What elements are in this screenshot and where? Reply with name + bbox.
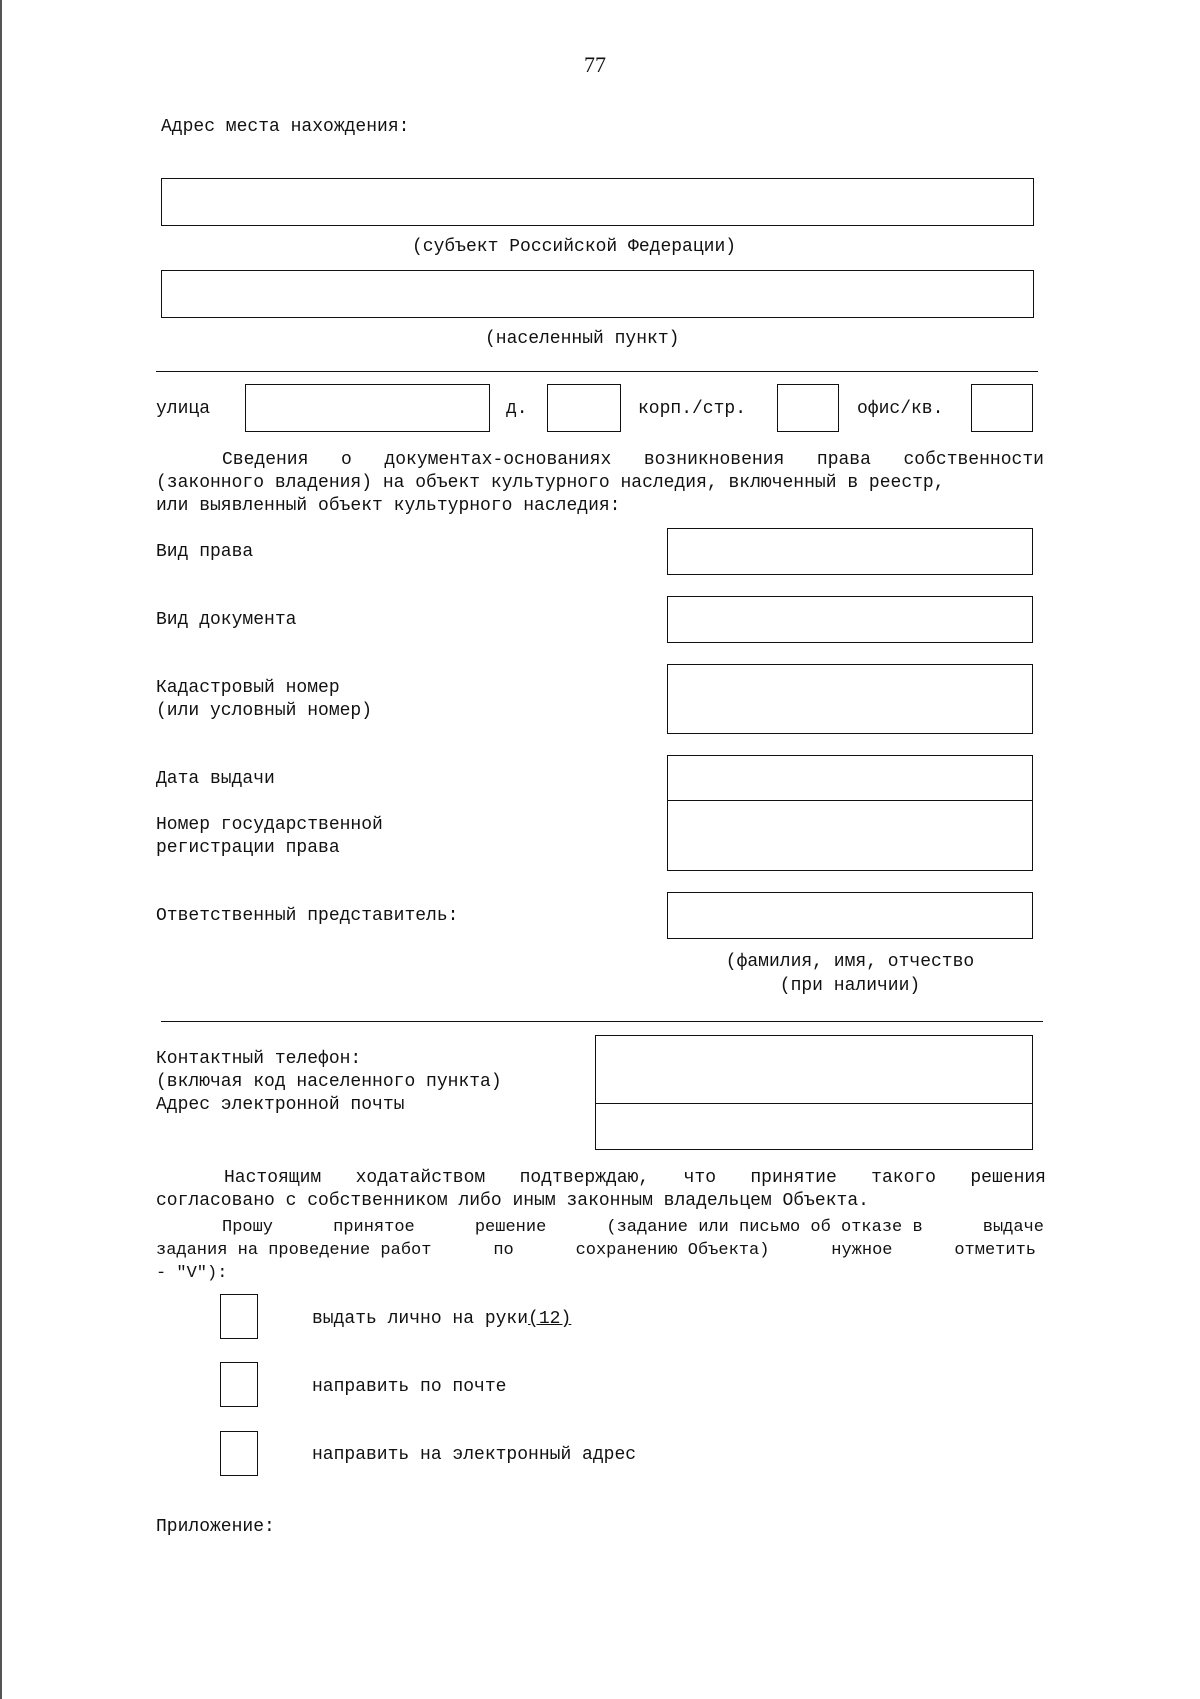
locality-caption: (населенный пункт): [485, 329, 680, 349]
documents-intro-line2: (законного владения) на объект культурного наследия, включенный в реестр,: [156, 473, 945, 493]
phone-hint: (включая код населенного пункта): [156, 1072, 502, 1092]
representative-field[interactable]: [667, 892, 1033, 939]
representative-divider: [161, 1021, 1043, 1022]
option-label-text: выдать лично на руки: [312, 1309, 529, 1329]
office-field[interactable]: [971, 384, 1033, 432]
scan-edge: [0, 0, 2, 1699]
request-word: нужное: [831, 1241, 893, 1260]
option-by-email-checkbox[interactable]: [220, 1431, 258, 1476]
cadastral-label: Кадастровый номер: [156, 678, 340, 698]
email-field[interactable]: [595, 1103, 1033, 1150]
request-word: (задание или письмо об отказе в: [606, 1218, 923, 1237]
representative-label: Ответственный представитель:: [156, 906, 459, 926]
request-word: отметить: [954, 1241, 1036, 1260]
request-word: принятое: [333, 1218, 415, 1237]
intro-word: возникновения: [643, 450, 785, 470]
option-by-mail-label: направить по почте: [312, 1377, 507, 1397]
request-line3: - "V"):: [156, 1264, 228, 1283]
representative-caption-line2: (при наличии): [779, 976, 921, 996]
right-type-label: Вид права: [156, 542, 254, 562]
confirmation-word: решения: [970, 1168, 1046, 1188]
intro-word: о: [341, 450, 352, 470]
confirmation-word: подтверждаю,: [519, 1168, 650, 1188]
footnote-ref: (12): [528, 1309, 572, 1329]
request-word: Прошу: [222, 1218, 274, 1237]
right-type-field[interactable]: [667, 528, 1033, 575]
confirmation-line2: согласовано с собственником либо иным законным владельцем Объекта.: [156, 1191, 869, 1211]
street-label: улица: [156, 399, 211, 419]
confirmation-word: что: [683, 1168, 716, 1188]
locality-field[interactable]: [161, 270, 1034, 318]
attachment-label: Приложение:: [156, 1517, 275, 1537]
request-word: выдаче: [982, 1218, 1044, 1237]
documents-intro-line3: или выявленный объект культурного наследия:: [156, 496, 621, 516]
phone-field[interactable]: [595, 1035, 1033, 1105]
option-in-person-label: [312, 1310, 571, 1328]
doc-type-label: Вид документа: [156, 610, 297, 630]
address-divider: [156, 371, 1038, 372]
house-field[interactable]: [547, 384, 621, 432]
documents-intro-line1: [222, 451, 1044, 469]
page-number: 77: [584, 52, 606, 77]
confirmation-word: принятие: [750, 1168, 837, 1188]
office-label: офис/кв.: [857, 399, 944, 419]
cadastral-number-field[interactable]: [667, 664, 1033, 734]
region-field[interactable]: [161, 178, 1034, 226]
issue-date-field[interactable]: [667, 755, 1033, 802]
intro-word: собственности: [903, 450, 1044, 470]
address-heading: Адрес места нахождения:: [161, 117, 410, 137]
cadastral-label-hint: (или условный номер): [156, 701, 373, 721]
request-line2: [156, 1242, 1036, 1259]
intro-word: права: [816, 450, 871, 470]
request-word: по: [493, 1241, 514, 1260]
representative-caption: (фамилия, имя, отчество: [725, 952, 975, 972]
confirmation-word: такого: [871, 1168, 936, 1188]
house-label: д.: [506, 399, 528, 419]
issue-date-label: Дата выдачи: [156, 769, 275, 789]
street-field[interactable]: [245, 384, 490, 432]
option-by-mail-checkbox[interactable]: [220, 1362, 258, 1407]
intro-word: документах-основаниях: [384, 450, 612, 470]
doc-type-field[interactable]: [667, 596, 1033, 643]
email-label: Адрес электронной почты: [156, 1095, 405, 1115]
confirmation-word: ходатайством: [355, 1168, 486, 1188]
building-label: корп./стр.: [638, 399, 747, 419]
request-word: задания на проведение работ: [156, 1241, 432, 1260]
confirmation-word: Настоящим: [224, 1168, 322, 1188]
reg-number-label-line2: регистрации права: [156, 838, 340, 858]
phone-label: Контактный телефон:: [156, 1049, 362, 1069]
intro-word: Сведения: [222, 450, 309, 470]
reg-number-field[interactable]: [667, 800, 1033, 871]
reg-number-label: Номер государственной: [156, 815, 383, 835]
region-caption: (субъект Российской Федерации): [412, 237, 737, 257]
option-by-email-label: направить на электронный адрес: [312, 1445, 637, 1465]
option-in-person-checkbox[interactable]: [220, 1294, 258, 1339]
request-word: сохранению Объекта): [575, 1241, 770, 1260]
confirmation-line1: [224, 1169, 1046, 1187]
building-field[interactable]: [777, 384, 839, 432]
request-line1: [222, 1219, 1044, 1236]
request-word: решение: [474, 1218, 547, 1237]
